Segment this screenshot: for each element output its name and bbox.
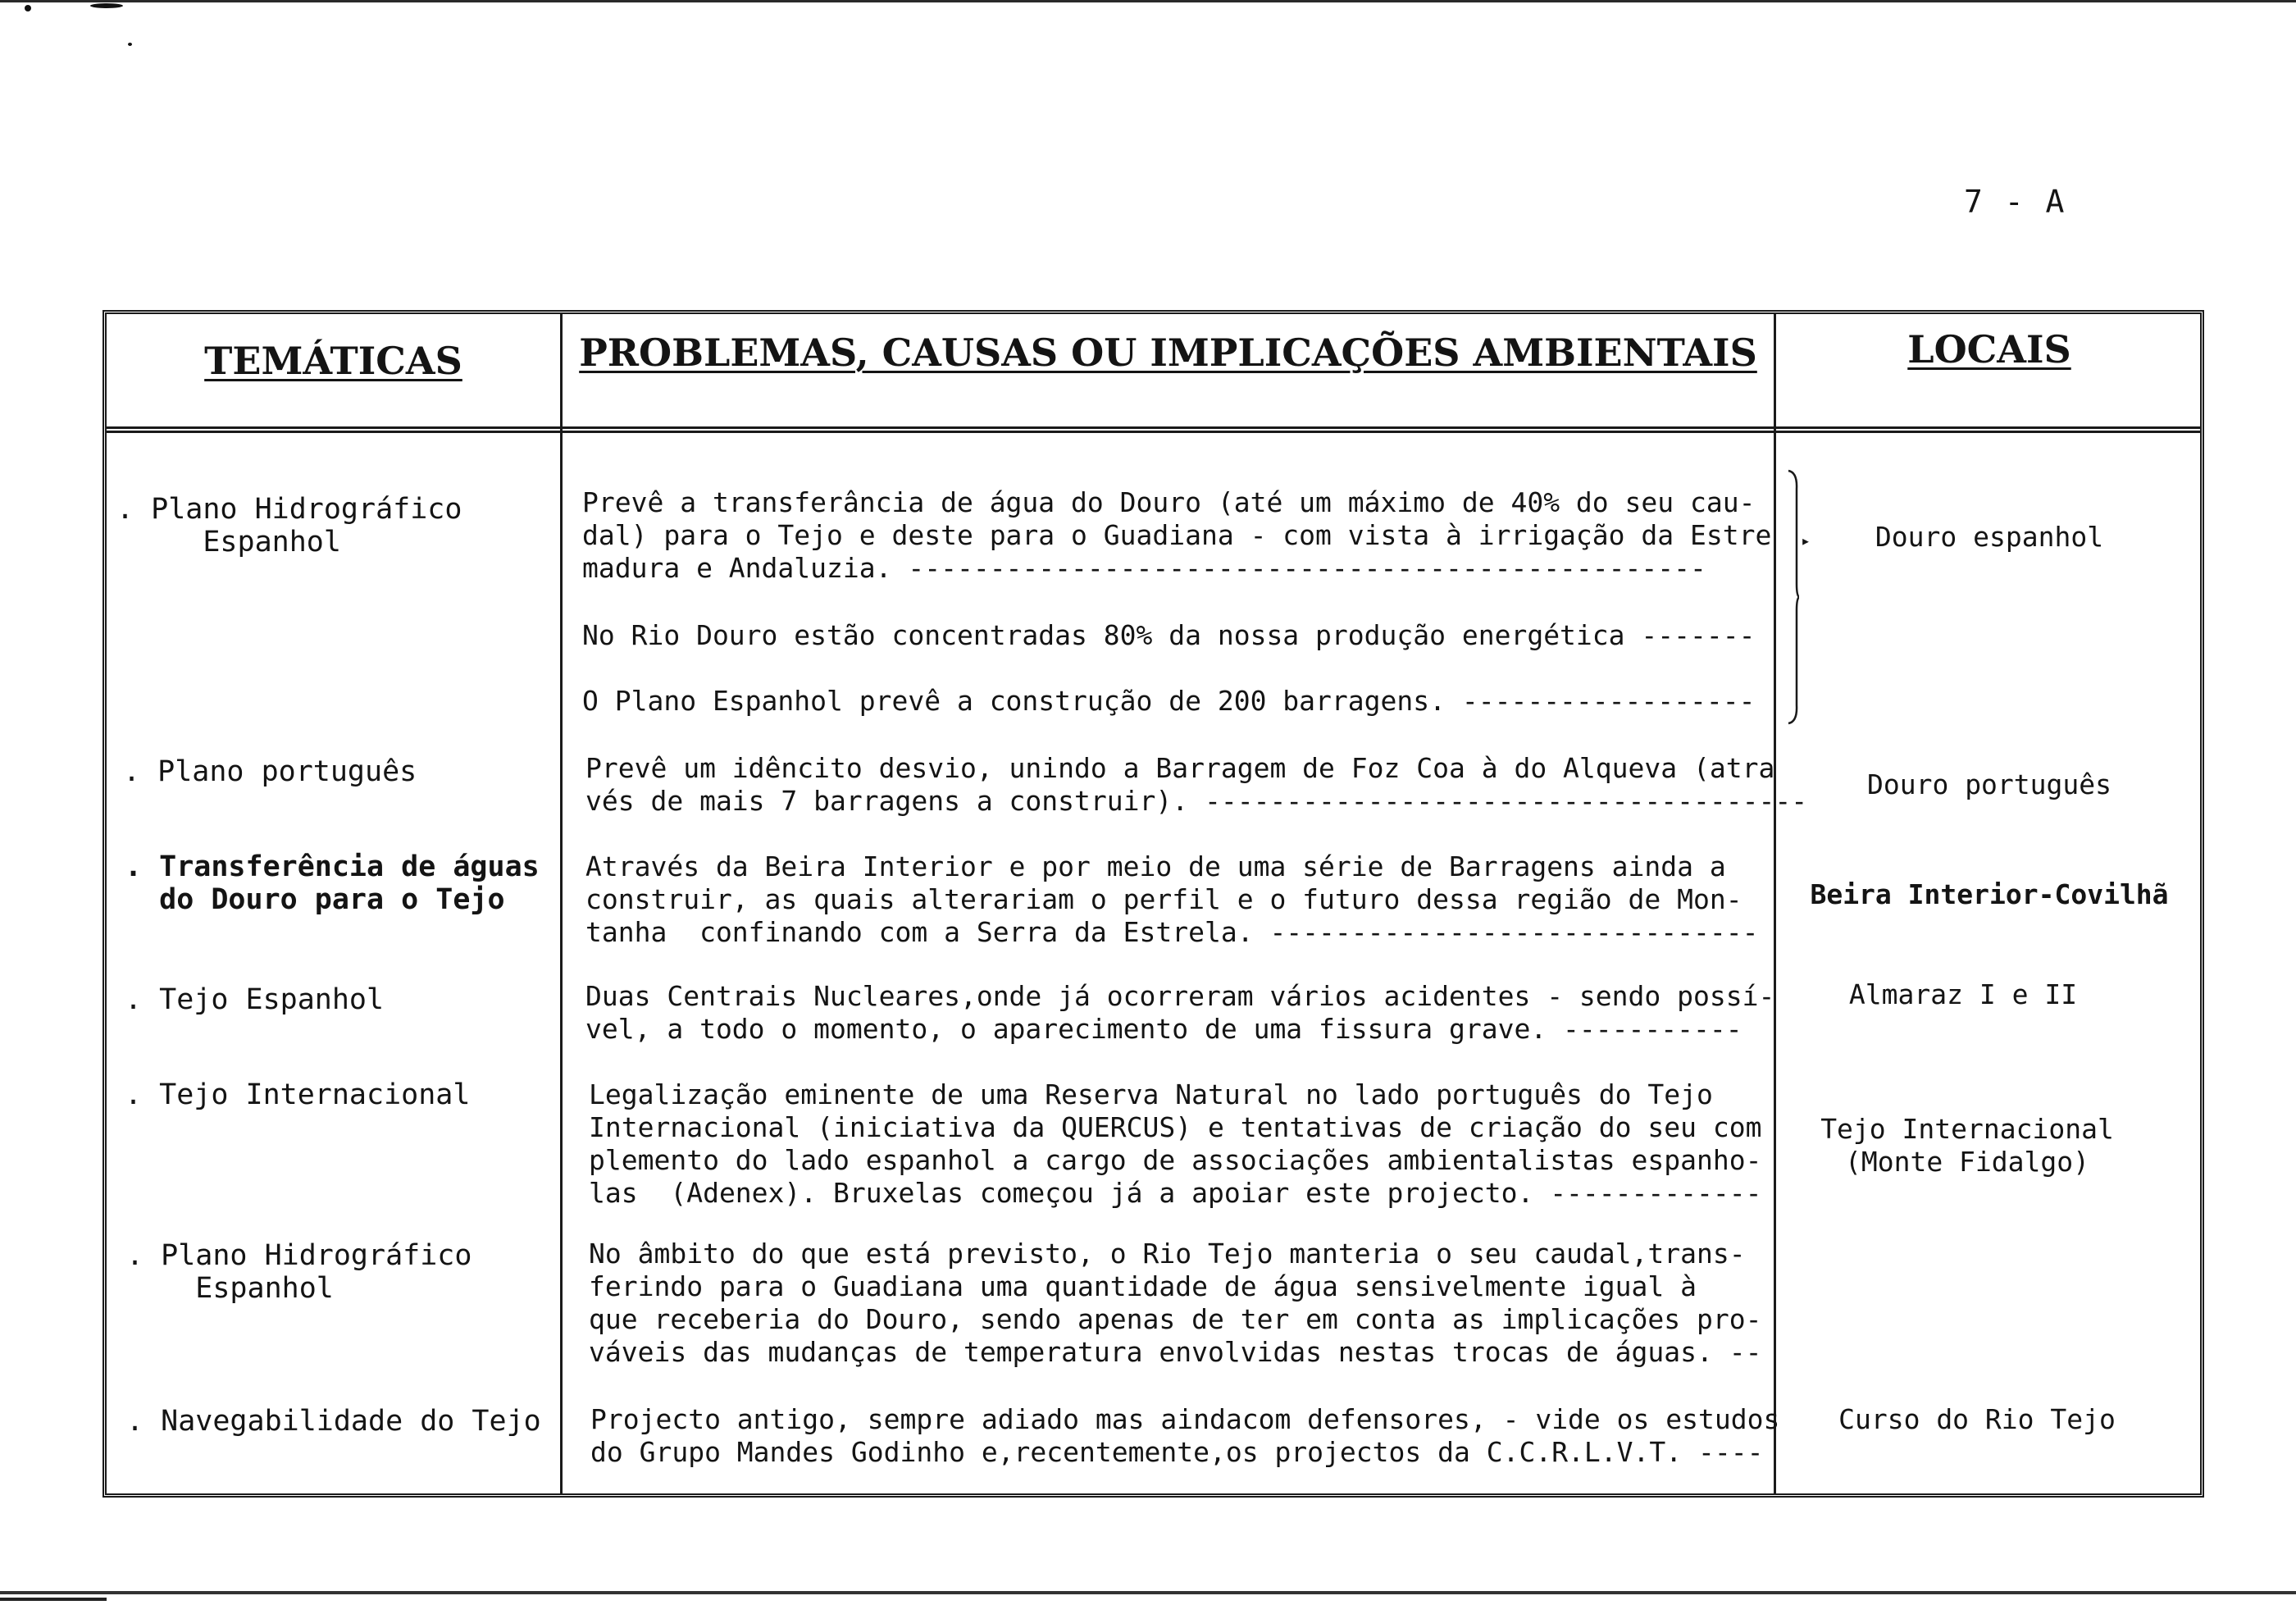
problem-cell: Através da Beira Interior e por meio de uma série de Barragens ainda a construir, as quais alterariam o perfil e o futuro dessa região de Mon- tanha confinando com a Serra da Estrela. ------------------------------	[585, 850, 1759, 948]
local-cell: Tejo Internacional (Monte Fidalgo)	[1820, 1113, 2114, 1178]
header-tematicas: TEMÁTICAS	[204, 339, 462, 383]
arrow-tip-icon: ▸	[1801, 531, 1811, 550]
problem-cell: Duas Centrais Nucleares,onde já ocorreram vários acidentes - sendo possí- vel, a todo o momento, o aparecimento de uma fissura grave. -----------	[585, 980, 1775, 1045]
theme-cell: . Plano Hidrográfico Espanhol	[126, 1239, 472, 1305]
local-cell: Douro espanhol	[1875, 521, 2104, 553]
theme-cell: . Tejo Internacional	[125, 1078, 471, 1111]
scan-speck	[25, 5, 31, 11]
theme-cell: . Navegabilidade do Tejo	[126, 1405, 541, 1438]
environment-table	[102, 310, 2204, 1498]
bottom-scan-edge	[0, 1591, 2296, 1594]
right-brace-icon	[1788, 469, 1799, 725]
scan-speck	[90, 3, 123, 8]
local-cell: Beira Interior-Covilhã	[1810, 878, 2169, 910]
local-cell: Douro português	[1866, 768, 2112, 800]
header-problemas: PROBLEMAS, CAUSAS OU IMPLICAÇÕES AMBIENTAIS	[579, 331, 1757, 375]
theme-cell: . Transferência de águas do Douro para o Tejo	[125, 850, 540, 916]
bottom-scan-mark	[0, 1598, 107, 1601]
problem-cell: No âmbito do que está previsto, o Rio Tejo manteria o seu caudal,trans- ferindo para o Guadiana uma quantidade de água sensivelmente igual à que receberia do Douro, sendo apenas de ter em conta as implicações pro- váveis das mudanças de temperatura envolvidas nestas trocas de águas. --	[589, 1238, 1762, 1368]
header-divider	[107, 426, 2200, 433]
problem-cell: O Plano Espanhol prevê a construção de 200 barragens. ------------------	[582, 685, 1756, 717]
page-number: 7 - A	[1964, 184, 2066, 220]
column-divider	[560, 314, 563, 1493]
theme-cell: . Plano Hidrográfico Espanhol	[116, 493, 462, 559]
problem-cell: Prevê um idêncito desvio, unindo a Barragem de Foz Coa à do Alqueva (atra vés de mais 7 barragens a construir). -------------------------------------	[585, 752, 1808, 817]
local-cell: Curso do Rio Tejo	[1838, 1403, 2116, 1435]
theme-cell: . Plano português	[123, 755, 417, 788]
local-cell: Almaraz I e II	[1848, 978, 2078, 1010]
theme-cell: . Tejo Espanhol	[125, 983, 385, 1016]
problem-cell: Legalização eminente de uma Reserva Natural no lado português do Tejo Internacional (iniciativa da QUERCUS) e tentativas de criação do seu com plemento do lado espanhol a cargo de associações ambientalistas espanho- las (Adenex). Bruxelas começou já a apoiar este projecto. -------------	[589, 1078, 1762, 1209]
scan-speck	[128, 43, 132, 46]
problem-cell: Projecto antigo, sempre adiado mas aindacom defensores, - vide os estudos do Grupo Mandes Godinho e,recentemente,os projectos da C.C.R.L.V.T. ----	[590, 1403, 1780, 1468]
problem-cell: No Rio Douro estão concentradas 80% da nossa produção energética -------	[582, 619, 1756, 651]
top-scan-edge	[0, 0, 2296, 2]
problem-cell: Prevê a transferância de água do Douro (até um máximo de 40% do seu cau- dal) para o Tejo e deste para o Guadiana - com vista à irrigação da Estre madura e Andaluzia. -------------------------------------------------	[582, 486, 1772, 584]
header-locais: LOCAIS	[1907, 327, 2071, 372]
